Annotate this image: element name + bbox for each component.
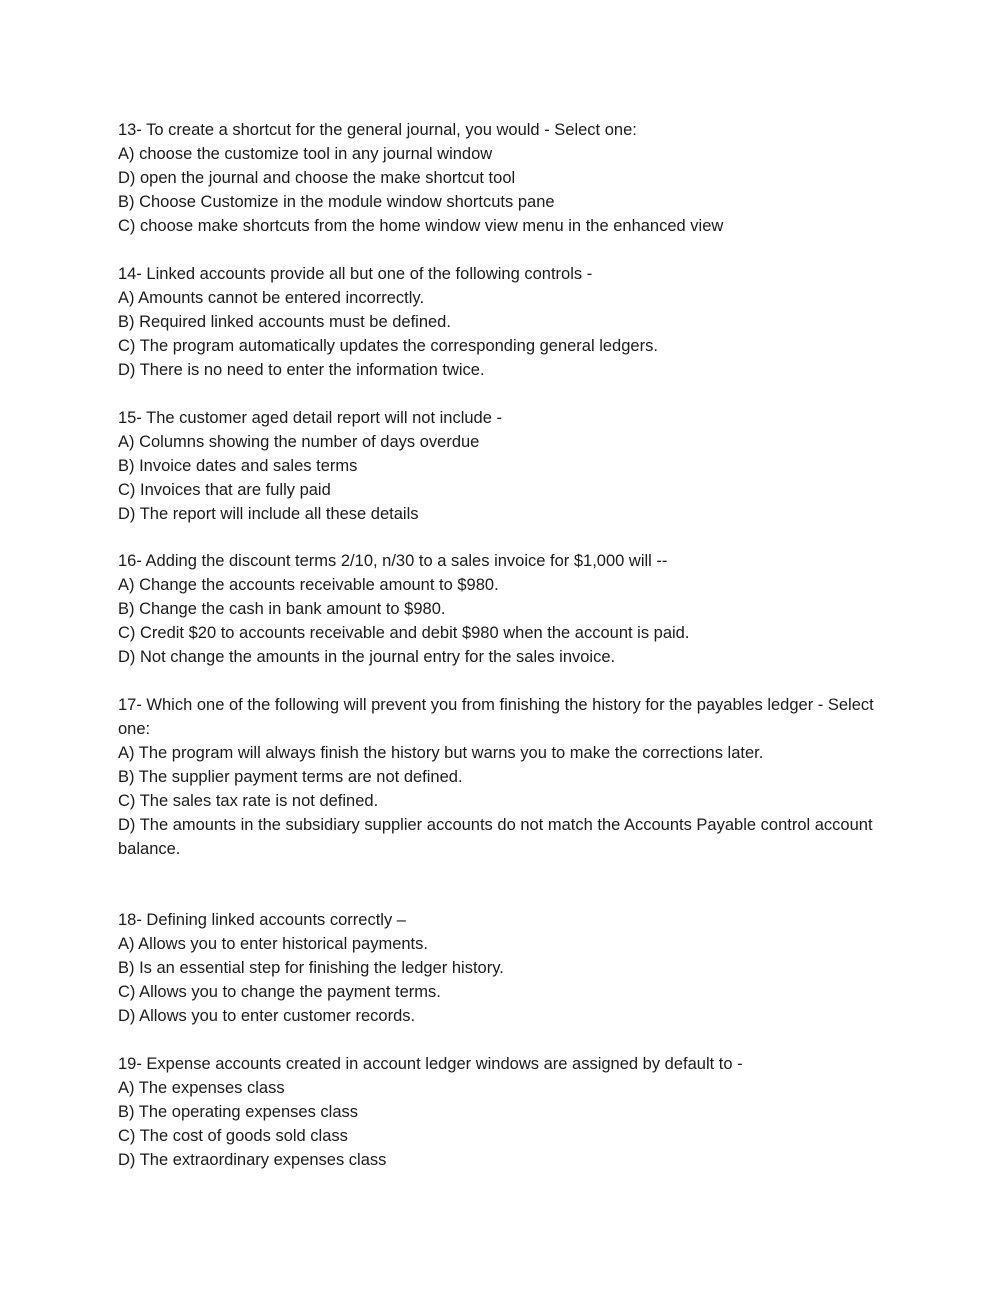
question-13 [118,118,888,238]
question-16-option-a: A) Change the accounts receivable amount to $980. [118,576,499,594]
question-18-option-d: D) Allows you to enter customer records. [118,1007,416,1025]
question-18-option-b: B) Is an essential step for finishing the ledger history. [118,959,504,977]
question-16-option-b: B) Change the cash in bank amount to $980. [118,600,446,618]
question-15-option-c: C) Invoices that are fully paid [118,481,331,499]
question-19-stem: 19- Expense accounts created in account ledger windows are assigned by default to - [118,1055,743,1073]
question-15-option-a: A) Columns showing the number of days overdue [118,433,480,451]
question-19 [118,1052,888,1172]
question-18 [118,908,888,1028]
question-13-option-a: A) choose the customize tool in any journal window [118,145,493,163]
question-17-option-a: A) The program will always finish the history but warns you to make the corrections later. [118,744,764,762]
question-17-option-b: B) The supplier payment terms are not defined. [118,768,463,786]
question-13-stem: 13- To create a shortcut for the general journal, you would - Select one: [118,121,637,139]
question-14 [118,262,888,382]
question-14-option-d: D) There is no need to enter the information twice. [118,361,485,379]
question-13-option-d: D) open the journal and choose the make shortcut tool [118,169,516,187]
question-16 [118,549,888,669]
question-15-option-b: B) Invoice dates and sales terms [118,457,358,475]
question-19-option-c: C) The cost of goods sold class [118,1127,348,1145]
question-13-option-b: B) Choose Customize in the module window shortcuts pane [118,193,555,211]
question-14-option-c: C) The program automatically updates the corresponding general ledgers. [118,337,658,355]
question-19-option-d: D) The extraordinary expenses class [118,1151,387,1169]
question-17-stem: 17- Which one of the following will prevent you from finishing the history for the payables ledger - Select one: [118,696,874,738]
question-16-option-c: C) Credit $20 to accounts receivable and debit $980 when the account is paid. [118,624,690,642]
question-17 [118,693,888,861]
question-15-stem: 15- The customer aged detail report will not include - [118,409,502,427]
question-18-stem: 18- Defining linked accounts correctly – [118,911,406,929]
question-19-option-b: B) The operating expenses class [118,1103,358,1121]
question-14-stem: 14- Linked accounts provide all but one of the following controls - [118,265,593,283]
question-17-option-d: D) The amounts in the subsidiary supplier accounts do not match the Accounts Payable control account balance. [118,816,873,858]
question-18-option-a: A) Allows you to enter historical payments. [118,935,428,953]
question-19-option-a: A) The expenses class [118,1079,285,1097]
question-14-option-a: A) Amounts cannot be entered incorrectly. [118,289,425,307]
question-16-stem: 16- Adding the discount terms 2/10, n/30 to a sales invoice for $1,000 will -- [118,552,668,570]
question-18-option-c: C) Allows you to change the payment terms. [118,983,441,1001]
question-14-option-b: B) Required linked accounts must be defined. [118,313,451,331]
question-15 [118,406,888,526]
question-13-option-c: C) choose make shortcuts from the home window view menu in the enhanced view [118,217,724,235]
question-16-option-d: D) Not change the amounts in the journal entry for the sales invoice. [118,648,616,666]
question-15-option-d: D) The report will include all these details [118,505,419,523]
question-17-option-c: C) The sales tax rate is not defined. [118,792,379,810]
document-page [118,118,888,1172]
